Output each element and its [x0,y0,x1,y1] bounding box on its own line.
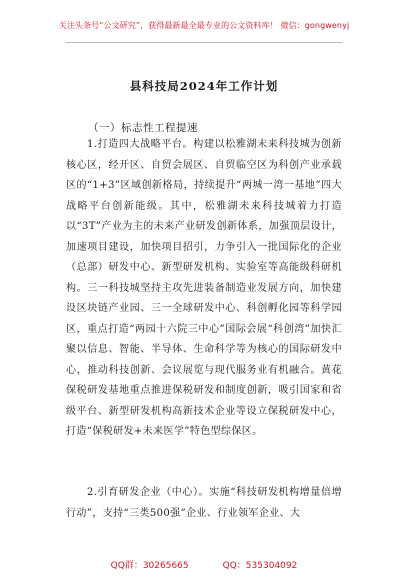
document-title: 县科技局2024年工作计划 [129,79,279,93]
header-notice: 关注头条号“公文研究”，获得最新最全最专业的公文资料库！ 微信：gongwenyj [58,21,350,30]
paragraph-1: 1.打造四大战略平台。构建以松雅湖未来科技城为创新核心区，经开区、自贸会展区、自贸临空区为科创产业承载区的“1+3”区域创新格局，持续提升“两城一湾一基地”四大战略平台创新能级。其中，松雅湖未来科技城着力打造以“3T”产业为主的未来产业研发创新体系，加强顶层设计，加速项目建设，加快项目招引，力争引入一批国际化的企业（总部）研发中心、新型研发机构、实验室等高能级科研机构。三一科技城坚持主攻先进装备制造业发展方向，加快建设区块链产业园、三一全球研发中心、科创孵化园等科学园区，重点打造“两园十六院三中心”国际会展“科创湾”加快汇聚以信息、智能、半导体、生命科学等为核心的国际研发中心，推动科技创新、会议展览与现代服务业有机融合。黄花保税研发基地重点推进保税研发和制度创新，吸引国家和省级平台、新型研发机构高新技术企业等设立保税研发中心，打造“保税研发+未来医学”特色型综保区。 [66,139,342,437]
section-heading: （一）标志性工程提速 [88,122,198,134]
footer-qq: QQ：535304092 [222,561,298,571]
footer-qq-group: QQ群：30265665 [110,561,189,571]
footer-contact [0,558,408,571]
paragraph-2: 2.引育研发企业（中心）。实施“科技研发机构增量倍增行动”，支持“三类500强”企业、行业领军企业、大 [66,487,342,519]
header-divider [66,42,342,43]
